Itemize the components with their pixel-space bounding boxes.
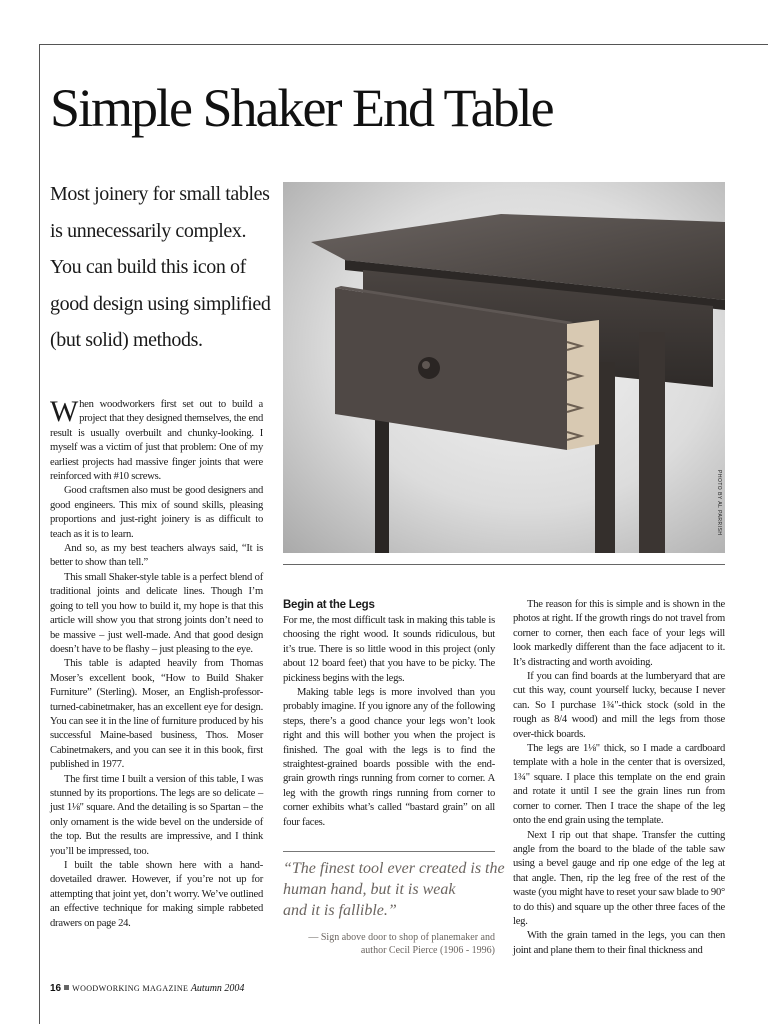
pull-quote-line: and it is fallible.” xyxy=(283,902,397,919)
page-number: 16 xyxy=(50,983,62,994)
section-subhead: Begin at the Legs xyxy=(283,599,375,611)
paragraph: Making table legs is more involved than you probably imagine. If you ignore any of the following steps, there’s a good chance your legs won’t look right and this will bother you when the project is finished. The goal with the legs is to find the straightest-grained boards possible with the end-grain growth rings running from corner to corner. A leg with the growth rings running from corner to corner exhibits what’s called “bastard grain” on all four faces. xyxy=(283,687,495,828)
pull-quote xyxy=(283,858,505,921)
paragraph: The legs are 1⅛" thick, so I made a cardboard template with a hole in the center that is oversized, 1¾" square. I place this template on the end grain and rotate it until I see the grain lines run from corner to corner. Then I trace the shape of the leg onto the end grain using the template. xyxy=(513,743,725,827)
paragraph: With the grain tamed in the legs, you can then joint and plane them to their final thickness and xyxy=(513,930,725,956)
dek-line: You can build this icon of xyxy=(50,256,246,278)
page-footer xyxy=(50,983,244,994)
paragraph: If you can find boards at the lumberyard that are cut this way, count yourself lucky, because I never can. So I purchase 1¾"-thick stock (sold in the rough as 8/4 wood) and mill the legs from those over-thick boards. xyxy=(513,671,725,740)
dek-line: (but solid) methods. xyxy=(50,329,203,351)
paragraph: Next I rip out that shape. Transfer the cutting angle from the board to the blade of the table saw using a bevel gauge and rip one edge of the leg at that angle. Then, rip the leg free of the rest of the waste (you might have to reset your saw blade to 90° to do this) and square up the other three faces of the leg. xyxy=(513,829,725,927)
shaker-table-illustration xyxy=(283,182,725,553)
top-border-rule xyxy=(39,44,768,45)
pull-quote-line: human hand, but it is weak xyxy=(283,881,456,898)
dek-line: Most joinery for small tables xyxy=(50,183,270,205)
paragraph-text: hen woodworkers first set out to build a project that they designed themselves, the end result is usually overbuilt and chunky-looking. I myself was a victim of just that problem: One of my earliest projects had massive finger joints that were reinforced with #10 screws. xyxy=(50,399,263,483)
article-title: Simple Shaker End Table xyxy=(50,78,553,138)
article-column-1 xyxy=(50,395,263,931)
photo-credit: PHOTO BY AL PARRISH xyxy=(716,470,722,536)
dek-line: is unnecessarily complex. xyxy=(50,219,247,242)
pullquote-rule xyxy=(283,851,495,852)
magazine-name: WOODWORKING MAGAZINE xyxy=(72,984,189,993)
paragraph xyxy=(50,395,263,484)
paragraph: The first time I built a version of this table, I was stunned by its proportions. The legs are so delicate – just 1⅛" square. And the detailing is so Spartan – the only ornament is the wide bevel on the underside of the top. But the results are impressive, and I think you’ll be impressed, too. xyxy=(50,773,263,857)
paragraph: This table is adapted heavily from Thomas Moser’s excellent book, “How to Build Shaker Furniture” (Sterling). Moser, an English-professor-turned-cabinetmaker, has an excellent eye for design. You can see it in the line of furniture produced by his successful Maine-based business, Thos. Moser Cabinetmakers, and you can see it in this book, first published in 1977. xyxy=(50,658,263,771)
article-column-3 xyxy=(513,598,725,958)
paragraph: And so, as my best teachers always said, “It is better to show than tell.” xyxy=(50,543,263,569)
left-border-rule xyxy=(39,44,40,1024)
paragraph: For me, the most difficult task in making this table is choosing the right wood. It sounds ridiculous, but it’s true. There is so little wood in this project (only about 12 board feet) that you have to be picky. The pickiness begins with the legs. xyxy=(283,615,495,684)
article-column-2 xyxy=(283,598,495,830)
pull-quote-line: “The finest tool ever created is the xyxy=(283,860,505,877)
paragraph: The reason for this is simple and is shown in the photos at right. If the growth rings do not travel from corner to corner, then each face of your legs will look markedly different than the face adjacent to it. It’s distracting and worth avoiding. xyxy=(513,599,725,668)
paragraph: Good craftsmen also must be good designers and good engineers. This mix of sound skills, pleasing proportions and just-right joinery is as difficult to teach as it is to learn. xyxy=(50,485,263,540)
shaker-table-photo xyxy=(283,182,725,553)
dek-line: good design using simplified xyxy=(50,292,271,315)
pull-quote-attribution: — Sign above door to shop of planemaker and author Cecil Pierce (1906 - 1996) xyxy=(308,932,495,956)
square-bullet-icon xyxy=(64,985,69,990)
paragraph: I built the table shown here with a hand-dovetailed drawer. However, if you’re not up for attempting that joint yet, don’t worry. We’ve outlined an effective technique for making simple rabbeted drawers on page 24. xyxy=(50,860,263,929)
paragraph: This small Shaker-style table is a perfect blend of traditional joints and delicate lines. Though I’m going to tell you how to build it, my hope is that this article will show you that strong joints don’t need to be massive – just well-made. And that good design doesn’t have to be flashy – just pleasing to the eye. xyxy=(50,571,263,655)
article-dek xyxy=(50,176,272,359)
issue-date: Autumn 2004 xyxy=(190,983,245,994)
drop-cap: W xyxy=(50,395,79,428)
photo-rule xyxy=(283,564,725,565)
